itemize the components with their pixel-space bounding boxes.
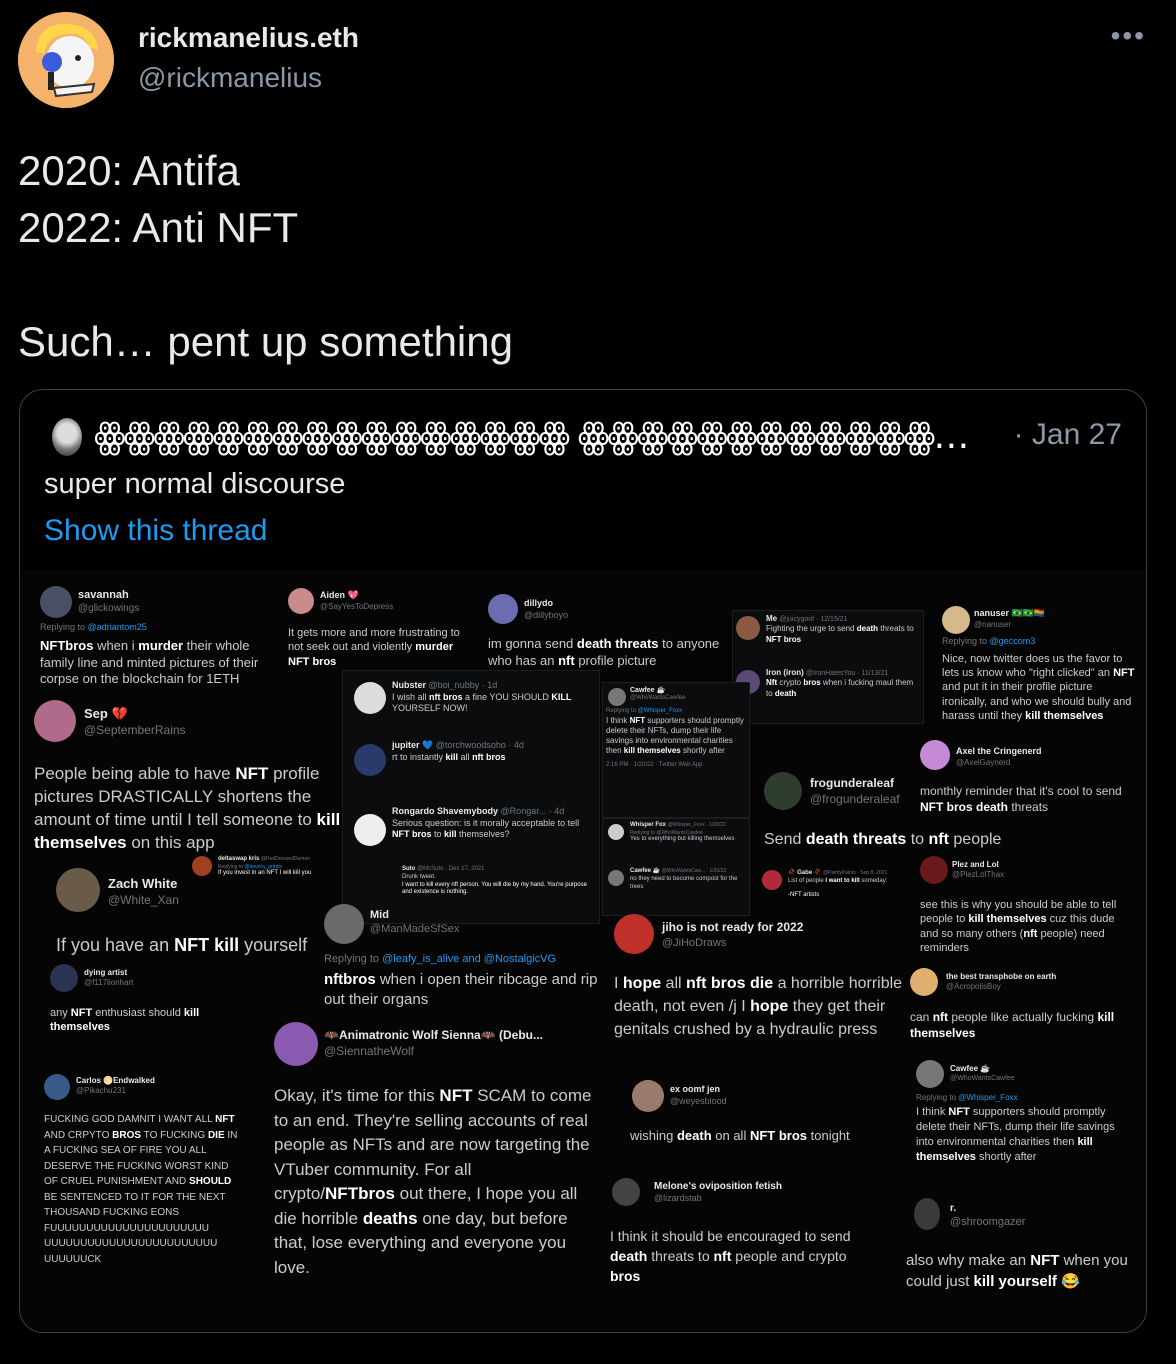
reply-handle: @Whisper_Foxx [958, 1093, 1018, 1102]
text-highlight: KILL [551, 691, 572, 702]
collage-name: Cawfee ☕ [950, 1064, 991, 1073]
text-highlight: NFT kill [174, 935, 240, 955]
collage-name: jupiter 💙 [392, 740, 434, 750]
collage-name: Carlos 🌕Endwalked [76, 1076, 155, 1085]
text: Nice, now twitter does us the favor to lets us know who "right clicked" an [942, 652, 1123, 679]
text: to anyone who has an [488, 636, 720, 668]
show-thread-link[interactable]: Show this thread [44, 514, 268, 547]
collage-name: Axel the Cringenerd [956, 746, 1042, 756]
collage-handle: @WhoWantsCaw... · 1/20/22 [661, 868, 727, 874]
text-highlight: NFT bros [288, 655, 337, 668]
text: I wish all [392, 691, 430, 702]
text-highlight: kill themselves [916, 1136, 1093, 1163]
text-highlight: death [610, 1248, 648, 1264]
text: profile picture [574, 652, 657, 668]
text: on all [711, 1128, 750, 1143]
text: people) need reminders [920, 927, 1105, 954]
collage-tweet-body [614, 972, 904, 1041]
text-highlight: NFT bros [749, 1128, 808, 1143]
collage-handle: @PaintyPaints · Sep 8, 2021 [822, 870, 888, 876]
text-highlight: death threats [576, 636, 659, 651]
text-highlight: nft bros die [686, 975, 774, 992]
text-highlight: death [774, 688, 797, 698]
collage-tweet-body [44, 1112, 240, 1267]
collage-tweet [950, 1202, 1110, 1229]
text-highlight: SHOULD [189, 1176, 232, 1187]
text-highlight: NFT [439, 1086, 473, 1105]
avatar [354, 814, 386, 846]
text: I [614, 975, 623, 992]
text-highlight: BROS [112, 1129, 142, 1141]
collage-name: frogunderaleaf [810, 776, 895, 790]
collage-handle: @SeptemberRains [84, 722, 186, 737]
reply-label: Replying to [916, 1093, 957, 1102]
avatar [612, 1178, 640, 1206]
text: threats to [878, 624, 914, 634]
text-highlight: nft bros [429, 691, 463, 702]
text: SCAM to come to an end. They're selling accounts of real people as NFTs and are now targeting the VTuber community. For all crypto/ [274, 1086, 592, 1203]
collage-name: Rongardo Shavemybody [392, 806, 499, 816]
text-highlight: NFT [1113, 666, 1135, 679]
text: I think [916, 1106, 949, 1118]
text-highlight: NFT bros death [920, 799, 1009, 814]
avatar [916, 1060, 944, 1088]
collage-tweet-body [606, 708, 746, 769]
text: when i [93, 637, 139, 653]
text: people [948, 831, 1002, 848]
text-highlight: death threats [805, 831, 907, 848]
text-highlight: nft [713, 1248, 732, 1264]
text: shortly after [680, 745, 725, 755]
collage-handle: @AxelGaynerd [956, 757, 1011, 767]
text-highlight: NFT [1030, 1252, 1060, 1269]
text-highlight: NFT [948, 1106, 970, 1118]
collage-tweet [392, 806, 592, 841]
collage-name: Iron (iron) [766, 668, 804, 677]
collage-tweet [76, 1076, 236, 1097]
text-highlight: NFTbros [40, 637, 94, 653]
collage-name: Aiden 💖 [320, 590, 359, 600]
text-highlight: NFT [629, 715, 646, 725]
collage-handle: @WhoWantsCawfee [630, 695, 686, 702]
text: If you have an [56, 935, 175, 955]
avatar [288, 588, 314, 614]
reply-label: Replying to @WhoWantsCawfee [630, 829, 703, 836]
collage-name: Melone's oviposition fetish [654, 1181, 782, 1192]
text: People being able to have [34, 764, 236, 783]
collage-name: Zach White [108, 876, 178, 891]
collage-name: Plez and Lol [952, 860, 999, 869]
text: crypto [777, 678, 804, 688]
text: to [431, 829, 445, 840]
text: AND CRPYTO [44, 1129, 113, 1141]
avatar [914, 1198, 940, 1230]
collage-handle: @Pikachu231 [76, 1086, 126, 1096]
collage-handle: @nanuser [974, 619, 1012, 629]
collage-tweet [950, 1064, 1110, 1083]
author-handle[interactable]: @rickmanelius [138, 62, 323, 93]
text: they get their genitals crushed by a hydraulic press [614, 998, 886, 1038]
collage-handle: @f117lionhart [84, 978, 134, 988]
text: YOURSELF NOW! [392, 703, 468, 714]
reply-label: Replying to [40, 622, 86, 632]
text: a fine YOU SHOULD [462, 691, 552, 702]
text: I think it should be encouraged to send [610, 1228, 851, 1244]
reply-handle: @geccom3 [989, 636, 1036, 646]
text: Fighting the urge to send [766, 624, 857, 634]
text-highlight: DIE [207, 1129, 225, 1141]
collage-tweet-body [50, 1006, 250, 1035]
collage-handle: @IronHatesYou · 11/13/21 [806, 670, 889, 677]
text: threats to [647, 1248, 714, 1264]
collage-name: deltaswap kris [218, 856, 260, 862]
collage-tweet-body [324, 952, 604, 1009]
text: when i open their ribcage and rip out their organs [324, 971, 598, 1008]
quoted-text: super normal discourse [44, 468, 346, 500]
text: tonight [807, 1128, 850, 1143]
text-highlight: kill themselves [1025, 709, 1104, 722]
text: to [906, 831, 929, 848]
collage-handle: @ManMadeSfSex [370, 923, 460, 936]
reply-label: Replying to [218, 863, 244, 870]
text: BE SENTENCED TO IT FOR THE NEXT THOUSAND FUCKING EONS FUUUUUUUUUUUUUUUUUUUUUU UUUUUUUUUUUUUUUUUUUUUUUU UUUUUUCK [44, 1191, 226, 1265]
avatar [34, 700, 76, 742]
more-icon[interactable]: ••• [1110, 20, 1146, 51]
avatar [44, 1074, 70, 1100]
text-highlight: NFT [235, 764, 269, 783]
collage-tweet [524, 598, 674, 621]
text-highlight: kill [445, 751, 459, 762]
text: It gets more and more frustrating to not seek out and violently [288, 627, 460, 654]
collage-name: Nubster [392, 680, 427, 690]
collage-tweet [956, 746, 1136, 768]
text: List of people [788, 877, 826, 884]
collage-tweet-body [34, 762, 344, 854]
text-highlight: death [676, 1128, 712, 1143]
collage-name: r. [950, 1203, 957, 1214]
collage-handle: @juicygoof · 12/15/21 [779, 616, 848, 623]
avatar [920, 856, 948, 884]
reply-handle: @leafy_is_alive and @NostalgicVG [382, 953, 557, 965]
reply-handle: @bouncy_prince [244, 863, 283, 870]
text-highlight: hope [622, 975, 662, 992]
text: I want to kill every nft person. You will die by my hand. You're purpose and existence is nothing. [402, 881, 587, 896]
collage-tweet [630, 686, 748, 703]
collage-handle: @Rongar... · 4d [500, 806, 565, 816]
text: out there, I hope you all die horrible [274, 1184, 578, 1228]
text: Drunk tweet. [402, 873, 436, 880]
collage-tweet [78, 588, 278, 615]
text: 😂 [1056, 1273, 1080, 1290]
text: people like actually fucking [948, 1010, 1098, 1024]
text-highlight: NFT bros [766, 634, 802, 644]
collage-tweet [84, 968, 244, 989]
collage-handle: @boi_nubby · 1d [428, 680, 498, 690]
collage-handle: @SayYesToDepress [320, 601, 394, 611]
collage-name: Me [766, 614, 778, 623]
text: also why make an [906, 1252, 1031, 1269]
collage-handle: @McSuto · Dec 17, 2021 [417, 866, 485, 872]
collage-tweet [108, 876, 228, 908]
collage-tweet [370, 908, 570, 937]
collage-handle: @shroomgazer [950, 1216, 1026, 1228]
collage-tweet-body [488, 636, 728, 670]
reply-handle: @adriantom25 [87, 622, 147, 632]
collage-tweet-body [56, 934, 346, 957]
tweet-text [18, 142, 513, 370]
collage-name: dying artist [84, 968, 128, 977]
text: FUCKING GOD DAMNIT I WANT ALL [44, 1114, 216, 1125]
collage-tweet [402, 866, 592, 897]
text: shortly after [975, 1151, 1037, 1163]
tweet-line: 2020: Antifa [18, 147, 240, 194]
text-highlight: kill yourself [973, 1273, 1057, 1290]
text-highlight: NFT [215, 1114, 235, 1125]
collage-tweet [952, 860, 1112, 881]
avatar [614, 914, 654, 954]
collage-handle: @SiennatheWolf [324, 1043, 415, 1058]
quoted-avatar[interactable] [52, 418, 82, 456]
collage-handle: @weyesblood [670, 1095, 727, 1106]
collage-tweet-body [630, 1128, 890, 1145]
collage-name: 🦇Animatronic Wolf Sienna🦇 (Debu... [324, 1028, 544, 1042]
avatar [40, 586, 72, 618]
avatar [608, 824, 624, 840]
collage-handle: @AcropolisBoy [946, 982, 1001, 992]
avatar [736, 616, 760, 640]
collage-handle: @White_Xan [108, 892, 179, 907]
avatar [274, 1022, 318, 1066]
collage-name: 🥀 Gabe 🥀 [788, 870, 822, 876]
text: and put it in their profile picture ironically, and who we should bully and harass until they [942, 681, 1132, 722]
reply-handle: @Whisper_Foxx [637, 708, 683, 714]
avatar [56, 868, 100, 912]
avatar [50, 964, 78, 992]
collage-name: the best transphobe on earth [946, 972, 1057, 981]
text: IN A FUCKING SEA OF FIRE YOU ALL DESERVE THE FUCKING WORST KIND OF CRUEL PUNISHMENT AND [44, 1129, 238, 1187]
text: im gonna send [488, 636, 577, 651]
collage-name: Sep 💔 [84, 706, 128, 721]
avatar [762, 870, 782, 890]
collage-tweet [654, 1180, 874, 1205]
text: cuz this dude and so many others ( [920, 913, 1115, 940]
collage-name: Mid [370, 909, 389, 921]
collage-tweet-body [920, 784, 1130, 815]
collage-tweet [392, 680, 592, 715]
text: Okay, it's time for this [274, 1086, 440, 1105]
collage-tweet-body [910, 1010, 1130, 1041]
text: rt to instantly [392, 751, 446, 762]
collage-tweet [810, 776, 950, 807]
text-highlight: I want to kill [825, 877, 860, 884]
text: Send [764, 831, 806, 848]
collage-name: Whisper Fox [630, 822, 667, 828]
text: someday: [859, 877, 888, 884]
collage-name: nanuser 🇧🇷🇧🇷🏳️‍🌈 [974, 608, 1046, 618]
quoted-author-name[interactable]: ꙮꙮꙮꙮꙮꙮꙮꙮꙮꙮꙮꙮꙮꙮꙮꙮ ꙮꙮꙮꙮꙮꙮꙮꙮꙮꙮꙮꙮ… [94, 416, 968, 457]
avatar [632, 1080, 664, 1112]
collage-tweet [946, 972, 1126, 993]
text: profile pictures DRASTICALLY shortens the amount of time until I tell someone to [34, 764, 320, 829]
collage-handle: @frogunderaleaf [810, 791, 900, 806]
collage-handle: @Whisper_Foxx · 1/20/22 [667, 822, 726, 828]
collage-name: ex oomf jen [670, 1084, 721, 1094]
collage-tweet-body [920, 898, 1120, 955]
collage-tweet-body [288, 626, 466, 669]
collage-tweet [788, 870, 918, 899]
collage-tweet-body [764, 830, 1024, 851]
text-highlight: NFT [70, 1007, 93, 1019]
text-highlight: kill themselves [968, 913, 1047, 926]
collage-tweet [766, 614, 918, 645]
text-highlight: kill [444, 829, 457, 840]
text: when you could just [906, 1252, 1128, 1290]
text: TO FUCKING [141, 1129, 208, 1141]
text-highlight: NFT bros [392, 829, 432, 840]
collage-handle: @PlezLolThax [952, 870, 1005, 880]
text-highlight: nft [558, 652, 575, 668]
collage-tweet-body [610, 1226, 880, 1286]
text: -NFT artists [788, 891, 820, 898]
avatar [608, 870, 624, 886]
text: Yes to everything but killing themselves [630, 836, 735, 843]
text: a horrible horrible death, not even /j I [614, 975, 903, 1015]
collage-handle: @torchwoodsoho · 4d [435, 740, 524, 750]
text-highlight: murder [138, 637, 184, 653]
collage-tweet [320, 590, 470, 612]
collage-tweet [392, 740, 592, 763]
text: monthly reminder that it's cool to send [920, 784, 1122, 798]
avatar [910, 968, 938, 996]
text-highlight: bros [610, 1268, 641, 1284]
collage-name: Cawfee ☕ [630, 687, 666, 694]
text: when i fucking maul them to [766, 678, 914, 698]
text: supporters should promptly delete their NFTs, dump their life savings into environmental charities then [916, 1106, 1115, 1148]
collage-tweet [662, 920, 892, 950]
text: their whole family line and minted pictures of their corpse on the blockchain for 1ETH [40, 637, 259, 687]
collage-tweet [324, 1028, 614, 1059]
tweet-time: 2:16 PM · 1/20/22 · Twitter Web App [606, 761, 703, 768]
collage-handle: @lizardstab [654, 1193, 702, 1203]
text: If you invest in an NFT I will kill you [218, 870, 312, 877]
text-highlight: deaths [362, 1208, 418, 1228]
quoted-date[interactable]: · Jan 27 [1013, 418, 1122, 451]
avatar [942, 606, 970, 634]
text: themselves? [456, 829, 510, 840]
text: supporters should promptly delete their NFTs, dump their life savings into environmental charities then [606, 715, 744, 755]
text: can [910, 1010, 933, 1024]
text-highlight: nft bros [472, 751, 506, 762]
text: enthusiast should [92, 1007, 184, 1019]
author-avatar[interactable] [18, 12, 114, 108]
screenshot-collage-image[interactable] [20, 570, 1147, 1333]
text: all [661, 975, 687, 992]
avatar [608, 688, 626, 706]
text-highlight: nft [1023, 927, 1038, 940]
collage-tweet-body [916, 1090, 1126, 1165]
collage-tweet [630, 822, 748, 844]
avatar [920, 740, 950, 770]
avatar [324, 904, 364, 944]
text-highlight: kill themselves [623, 745, 681, 755]
author-name[interactable]: rickmanelius.eth [138, 22, 359, 53]
reply-label: Replying to [942, 636, 988, 646]
text-highlight: death [856, 624, 879, 634]
text-highlight: Nft [766, 678, 778, 688]
text-highlight: murder [415, 641, 454, 654]
reply-label: Replying to [324, 953, 380, 965]
text: Serious question: is it morally acceptable to tell [392, 817, 580, 828]
collage-tweet [766, 668, 918, 699]
text-highlight: kill themselves [50, 1007, 200, 1034]
collage-handle: @RedDressedDemon [261, 856, 311, 862]
collage-name: Cawfee ☕ [630, 868, 661, 874]
tweet-line: Such… pent up something [18, 318, 513, 365]
reply-label: Replying to [606, 708, 637, 714]
collage-tweet-body [942, 636, 1138, 723]
avatar [764, 772, 802, 810]
avatar [192, 856, 212, 876]
text: threats [1008, 799, 1049, 814]
text-highlight: bros [803, 678, 821, 688]
collage-name: savannah [78, 589, 129, 601]
collage-tweet [630, 868, 748, 891]
collage-tweet [670, 1084, 830, 1107]
collage-tweet-body [906, 1250, 1146, 1292]
tweet-line: 2022: Anti NFT [18, 204, 299, 251]
collage-tweet [84, 706, 284, 738]
text-highlight: kill themselves [910, 1010, 1115, 1040]
collage-tweet [974, 608, 1124, 630]
collage-name: Suto [402, 866, 416, 872]
collage-name: dillydo [524, 598, 553, 608]
quoted-tweet[interactable] [19, 389, 1147, 1333]
collage-handle: @glickowings [78, 603, 140, 615]
collage-handle: @WhoWantsCawfee [950, 1075, 1015, 1083]
text: any [50, 1007, 71, 1019]
text-highlight: hope [750, 998, 789, 1015]
avatar [488, 594, 518, 624]
avatar [354, 682, 386, 714]
text: all [458, 751, 473, 762]
text: see this is why you should be able to tell people to [920, 899, 1117, 926]
collage-tweet-body [40, 622, 280, 688]
text-highlight: nftbros [324, 971, 376, 989]
text: one day, but before that, lose everything and everyone you love. [274, 1208, 568, 1277]
collage-tweet-body [274, 1084, 594, 1280]
text-highlight: kill themselves [34, 810, 341, 852]
text: on this app [126, 833, 215, 852]
text: people and crypto [731, 1248, 847, 1264]
text: wishing [630, 1128, 677, 1143]
text: I think [606, 715, 630, 725]
collage-tweet [218, 856, 342, 878]
text-highlight: nft [928, 831, 949, 848]
avatar [354, 744, 386, 776]
collage-handle: @dillyboyo [524, 609, 569, 620]
collage-handle: @JiHoDraws [662, 936, 727, 949]
text: no they need to become compost for the trees [630, 875, 738, 890]
text-highlight: nft [932, 1010, 949, 1024]
avatar-illustration [18, 12, 114, 108]
text-highlight: NFTbros [325, 1184, 395, 1203]
collage-name: jiho is not ready for 2022 [662, 920, 804, 934]
text: yourself [239, 935, 308, 955]
tweet-line [18, 256, 513, 313]
